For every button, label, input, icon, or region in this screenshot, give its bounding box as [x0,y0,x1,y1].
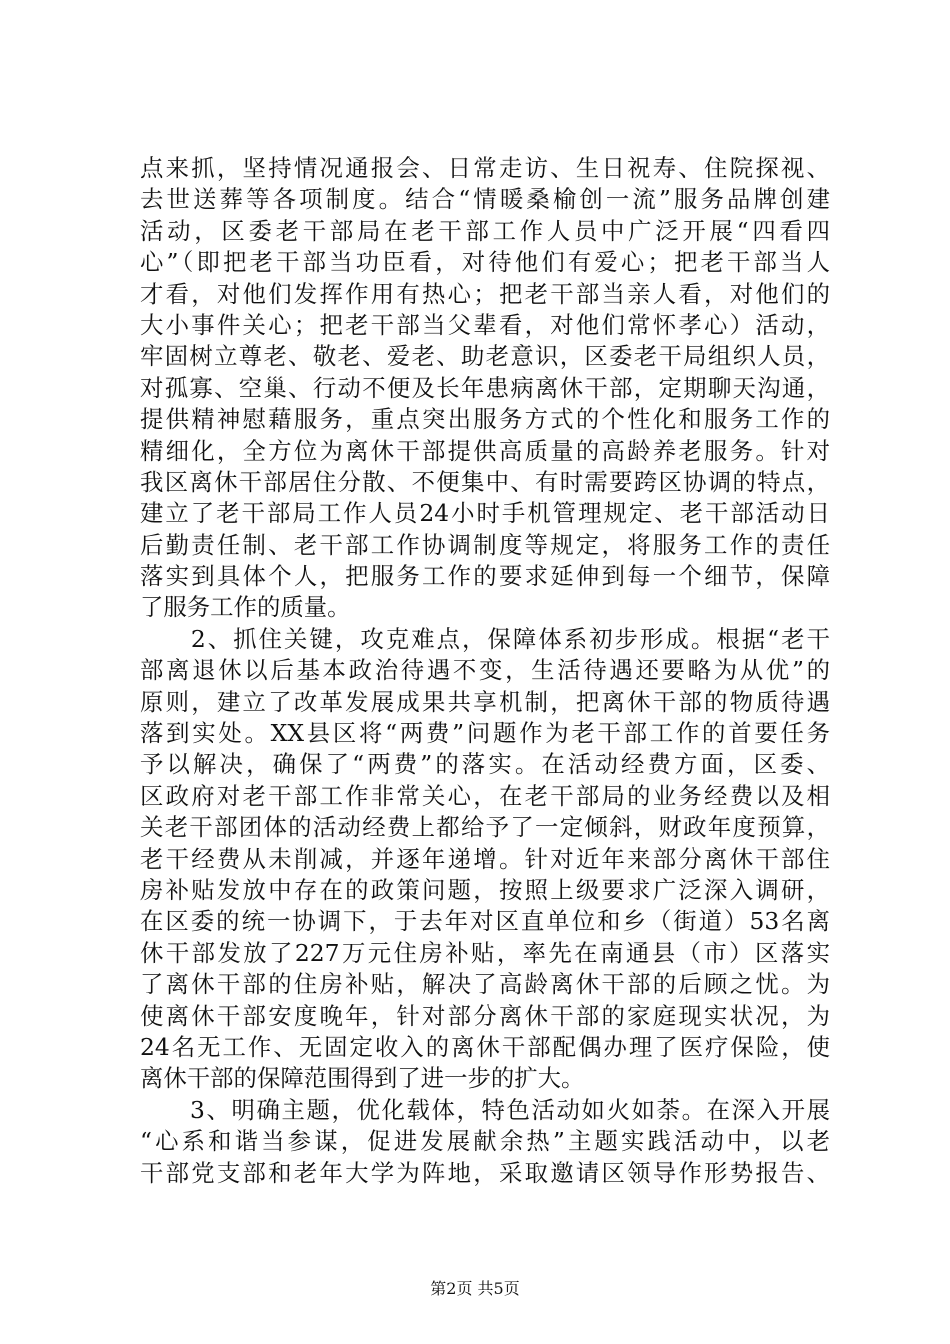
text-line: “心系和谐当参谋，促进发展献余热”主题实践活动中，以老 [140,1127,830,1156]
text-line: 房补贴发放中存在的政策问题，按照上级要求广泛深入调研， [140,875,830,904]
text-line: 大小事件关心；把老干部当父辈看，对他们常怀孝心）活动， [140,310,830,339]
text-line: 建立了老干部局工作人员24小时手机管理规定、老干部活动日 [140,499,830,528]
text-line: 落实到具体个人，把服务工作的要求延伸到每一个细节，保障 [140,562,830,591]
text-line: 干部党支部和老年大学为阵地，采取邀请区领导作形势报告、 [140,1158,830,1187]
text-line: 原则，建立了改革发展成果共享机制，把离休干部的物质待遇 [140,687,830,716]
document-body [140,153,830,1189]
text-line: 在区委的统一协调下，于去年对区直单位和乡（街道）53名离 [140,907,830,936]
text-line: 后勤责任制、老干部工作协调制度等规定，将服务工作的责任 [140,530,830,559]
text-line: 去世送葬等各项制度。结合“情暖桑榆创一流”服务品牌创建 [140,185,830,214]
text-line: 心”（即把老干部当功臣看，对待他们有爱心；把老干部当人 [140,248,830,277]
text-line: 3、明确主题，优化载体，特色活动如火如荼。在深入开展 [140,1095,830,1124]
text-line: 予以解决，确保了“两费”的落实。在活动经费方面，区委、 [140,750,830,779]
text-line: 牢固树立尊老、敬老、爱老、助老意识，区委老干局组织人员， [140,342,830,371]
text-line: 了离休干部的住房补贴，解决了高龄离休干部的后顾之忧。为 [140,970,830,999]
text-line: 离休干部的保障范围得到了进一步的扩大。 [140,1064,585,1093]
text-line: 使离休干部安度晚年，针对部分离休干部的家庭现实状况，为 [140,1001,830,1030]
text-line: 区政府对老干部工作非常关心，在老干部局的业务经费以及相 [140,781,830,810]
text-line: 老干经费从未削减，并逐年递增。针对近年来部分离休干部住 [140,844,830,873]
text-line: 落到实处。XX县区将“两费”问题作为老干部工作的首要任务 [140,719,830,748]
text-line: 部离退休以后基本政治待遇不变，生活待遇还要略为从优”的 [140,656,830,685]
page-footer: 第2页 共5页 [430,1279,520,1298]
text-line: 关老干部团体的活动经费上都给予了一定倾斜，财政年度预算， [140,813,830,842]
text-line: 对孤寡、空巢、行动不便及长年患病离休干部，定期聊天沟通， [140,373,830,402]
text-line: 才看，对他们发挥作用有热心；把老干部当亲人看，对他们的 [140,279,830,308]
text-line: 点来抓，坚持情况通报会、日常走访、生日祝寿、住院探视、 [140,154,830,182]
text-line: 了服务工作的质量。 [140,593,351,622]
text-line: 休干部发放了227万元住房补贴，率先在南通县（市）区落实 [140,938,830,967]
text-line: 精细化，全方位为离休干部提供高质量的高龄养老服务。针对 [140,436,830,465]
text-line: 24名无工作、无固定收入的离休干部配偶办理了医疗保险，使 [140,1032,830,1061]
text-line: 提供精神慰藉服务，重点突出服务方式的个性化和服务工作的 [140,405,830,434]
text-line: 我区离休干部居住分散、不便集中、有时需要跨区协调的特点， [140,467,830,496]
text-line: 活动，区委老干部局在老干部工作人员中广泛开展“四看四 [140,216,830,245]
text-line: 2、抓住关键，攻克难点，保障体系初步形成。根据“老干 [140,624,830,653]
